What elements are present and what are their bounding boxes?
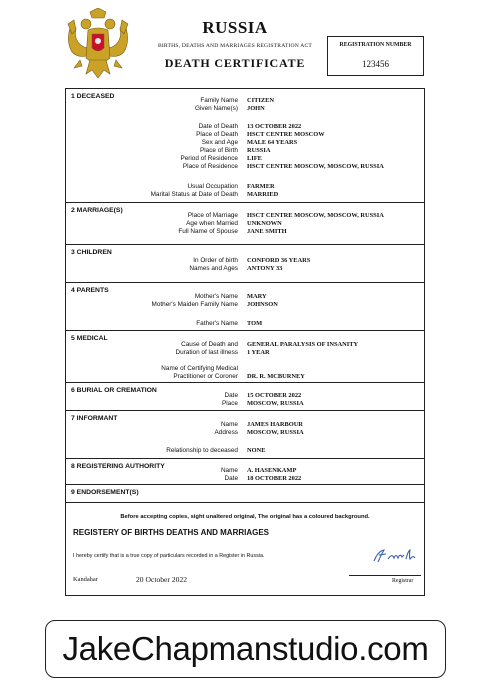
field-label: Sex and Age <box>201 139 238 146</box>
field-value: 15 OCTOBER 2022 <box>247 392 302 399</box>
section-burial <box>66 383 424 411</box>
field-value: RUSSIA <box>247 147 271 154</box>
field-value: ANTONY 33 <box>247 265 283 272</box>
section-medical <box>66 331 424 383</box>
field-label: Age when Married <box>186 220 238 227</box>
field-label: Place <box>222 400 238 407</box>
registrar-label: Registrar <box>392 578 414 584</box>
field-label: Family Name <box>200 97 238 104</box>
banner-text: JakeChapmanstudio.com <box>62 630 429 667</box>
field-label: In Order of birth <box>193 257 238 264</box>
field-label: Usual Occupation <box>187 183 238 190</box>
section-title: 4 PARENTS <box>71 287 109 294</box>
field-label: Mother's Name <box>194 293 238 300</box>
field-label: Date of Death <box>198 123 238 130</box>
field-value: HSCT CENTRE MOSCOW, MOSCOW, RUSSIA <box>247 212 384 219</box>
registration-label: REGISTRATION NUMBER <box>339 42 412 48</box>
field-label: Period of Residence <box>180 155 238 162</box>
handwritten-signature-icon <box>370 547 420 565</box>
section-marriage <box>66 203 424 245</box>
field-label: Given Name(s) <box>195 105 238 112</box>
country-heading: RUSSIA <box>202 18 268 37</box>
field-value: 1 YEAR <box>247 349 270 356</box>
field-value: UNKNOWN <box>247 220 282 227</box>
section-endorsement <box>66 485 424 503</box>
field-value: MALE 64 YEARS <box>247 139 298 146</box>
registration-box <box>327 36 424 76</box>
field-value: 13 OCTOBER 2022 <box>247 123 302 130</box>
double-headed-eagle-icon <box>62 8 134 80</box>
field-value: 18 OCTOBER 2022 <box>247 475 302 482</box>
field-value: DR. R. MCBURNEY <box>247 373 305 380</box>
certification-statement: I hereby certify that is a true copy of particulars recorded in a Register in Russia. <box>73 553 265 559</box>
field-label: Marital Status at Date of Death <box>150 191 238 198</box>
field-label: Place of Birth <box>199 147 238 154</box>
registry-heading: REGISTERY OF BIRTHS DEATHS AND MARRIAGES <box>73 528 270 537</box>
field-value: A. HASENKAMP <box>247 467 297 474</box>
field-value: LIFE <box>247 155 262 162</box>
section-title: 2 MARRIAGE(S) <box>71 207 123 214</box>
field-label: Date <box>224 392 238 399</box>
field-value: MOSCOW, RUSSIA <box>247 400 304 407</box>
field-label: Name <box>220 421 238 428</box>
document-title: DEATH CERTIFICATE <box>164 56 306 70</box>
section-title: 7 INFORMANT <box>71 415 118 422</box>
field-label: Name of Certifying Medical <box>161 365 238 372</box>
field-label: Practitioner or Coroner <box>173 373 238 380</box>
field-label: Place of Marriage <box>187 212 238 219</box>
field-label: Place of Residence <box>182 163 238 170</box>
field-label: Relationship to deceased <box>166 447 238 454</box>
signature-line <box>349 575 421 576</box>
certificate-frame <box>65 88 425 596</box>
field-value: MOSCOW, RUSSIA <box>247 429 304 436</box>
field-value: JOHNSON <box>247 301 278 308</box>
field-value: FARMER <box>247 183 275 190</box>
field-label: Duration of last illness <box>175 349 238 356</box>
field-value: HSCT CENTRE MOSCOW <box>247 131 325 138</box>
field-label: Names and Ages <box>189 265 238 272</box>
section-title: 3 CHILDREN <box>71 249 112 256</box>
field-label: Father's Name <box>196 320 238 327</box>
field-value: TOM <box>247 320 263 327</box>
registration-act: BIRTHS, DEATHS AND MARRIAGES REGISTRATION ACT <box>157 43 313 49</box>
section-title: 9 ENDORSEMENT(S) <box>71 489 139 496</box>
field-value: NONE <box>247 447 266 454</box>
field-value: JOHN <box>247 105 265 112</box>
field-label: Cause of Death and <box>181 341 238 348</box>
field-label: Full Name of Spouse <box>178 228 238 235</box>
field-label: Name <box>220 467 238 474</box>
section-deceased <box>66 89 424 203</box>
field-label: Date <box>224 475 238 482</box>
field-value: CONFORD 36 YEARS <box>247 257 311 264</box>
registration-number: 123456 <box>362 59 389 69</box>
section-informant <box>66 411 424 459</box>
field-label: Mother's Maiden Family Name <box>151 301 238 308</box>
issue-date: 20 October 2022 <box>136 575 188 584</box>
field-value: MARY <box>247 293 267 300</box>
section-title: 1 DECEASED <box>71 93 115 100</box>
section-children <box>66 245 424 283</box>
section-title: 6 BURIAL OR CREMATION <box>71 387 157 394</box>
field-label: Place of Death <box>196 131 238 138</box>
section-title: 8 REGISTERING AUTHORITY <box>71 463 165 470</box>
field-value: GENERAL PARALYSIS OF INSANITY <box>247 341 359 348</box>
section-parents <box>66 283 424 331</box>
field-value: HSCT CENTRE MOSCOW, MOSCOW, RUSSIA <box>247 163 384 170</box>
section-title: 5 MEDICAL <box>71 335 108 342</box>
field-value: JAMES HARBOUR <box>247 421 303 428</box>
field-label: Address <box>214 429 238 436</box>
field-value: CITIZEN <box>247 97 274 104</box>
field-value: JANE SMITH <box>247 228 287 235</box>
section-registering-authority <box>66 459 424 485</box>
original-notice: Before accepting copies, sight unaltered original, The original has a coloured background. <box>120 514 370 520</box>
issue-place: Kandahar <box>73 576 98 583</box>
field-value: MARRIED <box>247 191 279 198</box>
website-banner <box>45 620 446 678</box>
